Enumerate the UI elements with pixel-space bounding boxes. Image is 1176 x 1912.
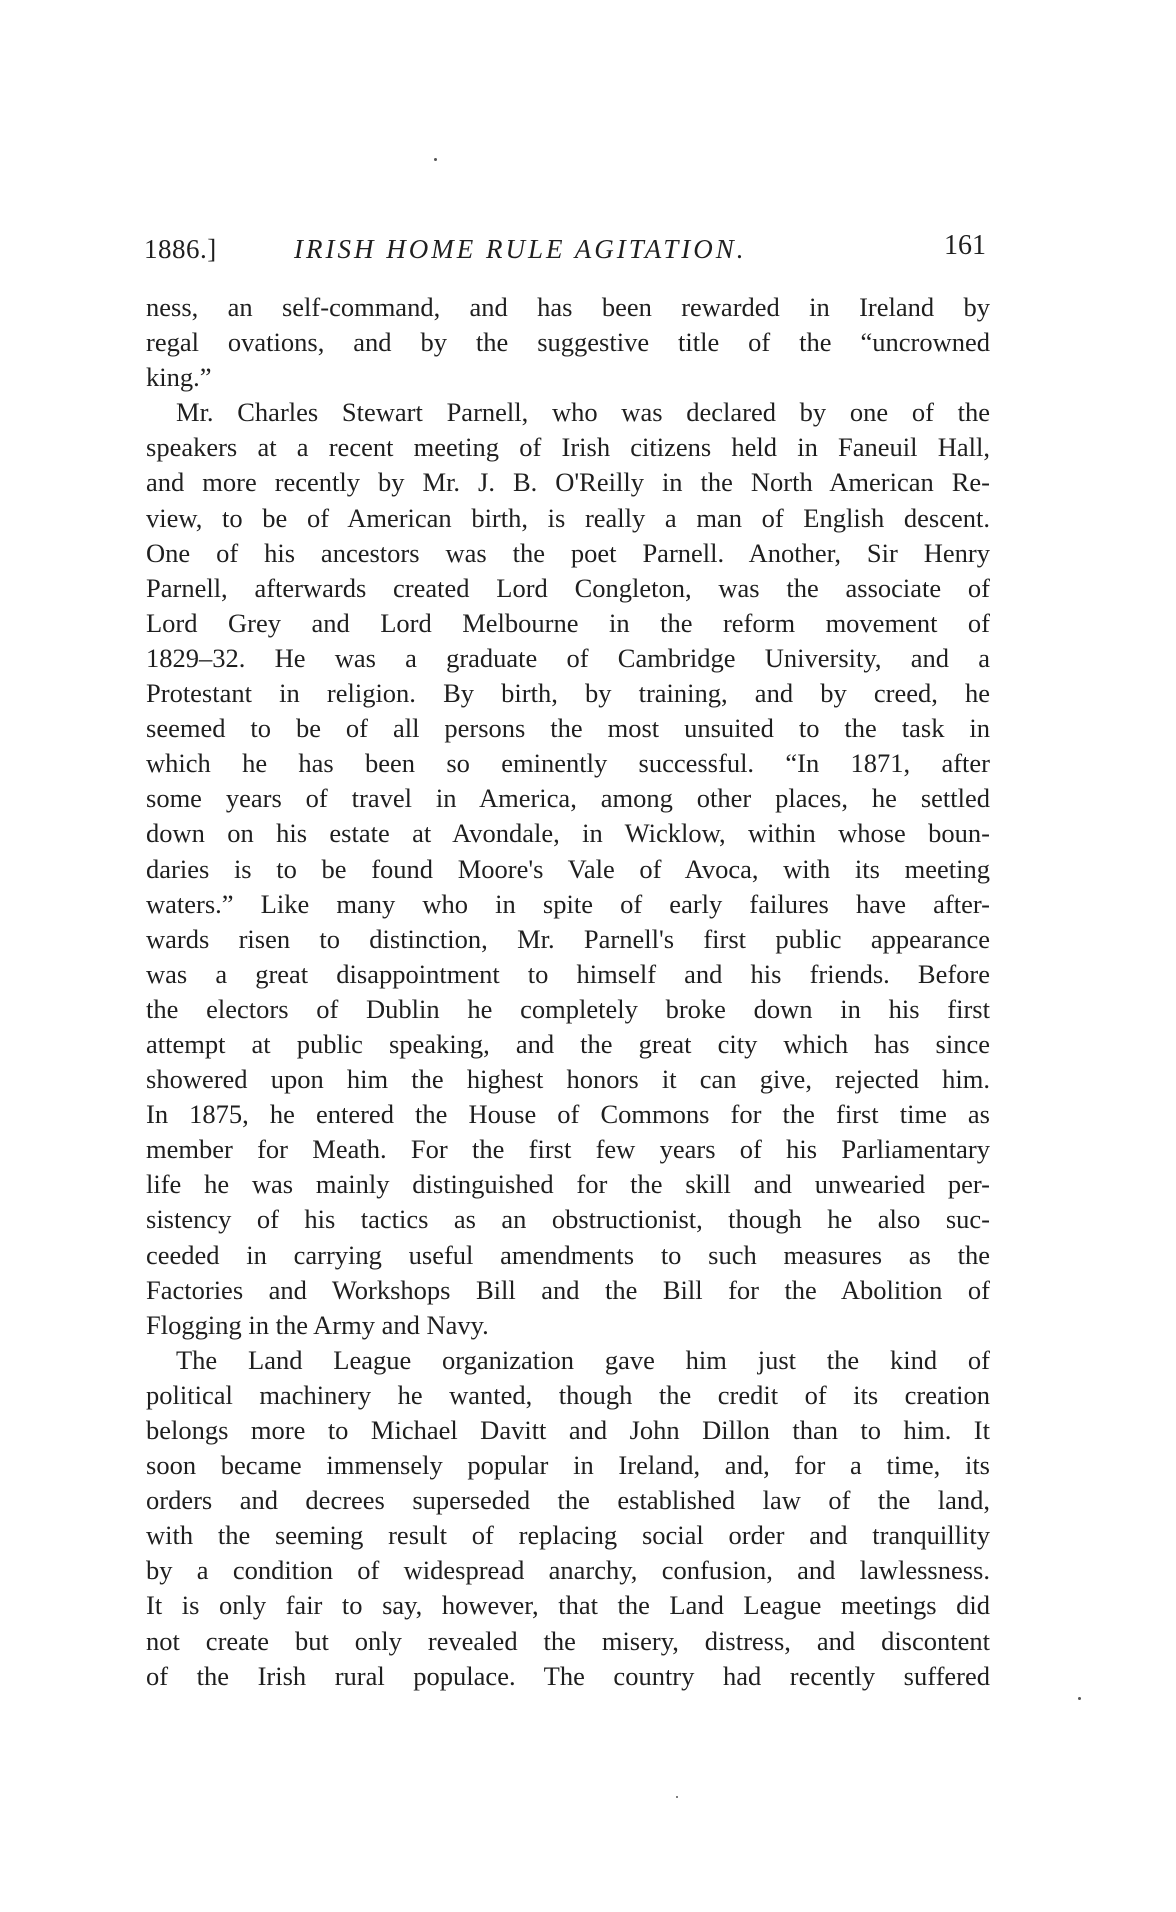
text-line: One of his ancestors was the poet Parnell. Another, Sir Henry	[146, 537, 990, 568]
text-line: which he has been so eminently successful. “In 1871, after	[146, 748, 990, 779]
text-line: not create but only revealed the misery, distress, and discontent	[146, 1625, 990, 1656]
text-line: the electors of Dublin he completely broke down in his first	[146, 993, 990, 1024]
text-line: with the seeming result of replacing social order and tranquillity	[146, 1520, 990, 1551]
text-line: It is only fair to say, however, that the Land League meetings did	[146, 1590, 990, 1621]
text-line: daries is to be found Moore's Vale of Avoca, with its meeting	[146, 853, 990, 884]
text-line: waters.” Like many who in spite of early failures have after-	[146, 888, 990, 919]
running-head	[144, 230, 986, 270]
text-line: of the Irish rural populace. The country had recently suffered	[146, 1660, 990, 1691]
text-line: ness, an self-command, and has been rewarded in Ireland by	[146, 292, 990, 322]
text-line: orders and decrees superseded the established law of the land,	[146, 1485, 990, 1516]
running-head-title: IRISH HOME RULE AGITATION.	[294, 234, 747, 264]
running-head-year: 1886.]	[144, 234, 217, 264]
paragraph-first-line: Mr. Charles Stewart Parnell, who was declared by one of the	[176, 397, 990, 428]
print-speck	[1078, 1697, 1081, 1700]
text-line: ceeded in carrying useful amendments to such measures as the	[146, 1239, 990, 1270]
text-line: by a condition of widespread anarchy, confusion, and lawlessness.	[146, 1555, 990, 1586]
text-line: some years of travel in America, among other places, he settled	[146, 783, 990, 814]
text-line: sistency of his tactics as an obstructionist, though he also suc-	[146, 1204, 990, 1235]
text-line: down on his estate at Avondale, in Wicklow, within whose boun-	[146, 818, 990, 849]
text-line: king.”	[146, 362, 212, 393]
text-line: belongs more to Michael Davitt and John Dillon than to him. It	[146, 1415, 990, 1445]
text-line: view, to be of American birth, is really a man of English descent.	[146, 502, 990, 533]
text-line: speakers at a recent meeting of Irish citizens held in Faneuil Hall,	[146, 432, 990, 463]
text-line: Flogging in the Army and Navy.	[146, 1309, 489, 1340]
body-text	[146, 290, 990, 1694]
text-line: showered upon him the highest honors it can give, rejected him.	[146, 1064, 990, 1095]
print-speck	[434, 158, 437, 161]
text-line: seemed to be of all persons the most unsuited to the task in	[146, 713, 990, 744]
text-line: life he was mainly distinguished for the skill and unwearied per-	[146, 1169, 990, 1200]
print-speck	[676, 1796, 678, 1798]
text-line: soon became immensely popular in Ireland, and, for a time, its	[146, 1450, 990, 1481]
text-line: Factories and Workshops Bill and the Bill for the Abolition of	[146, 1274, 990, 1305]
text-line: member for Meath. For the first few years of his Parliamentary	[146, 1134, 990, 1165]
text-line: attempt at public speaking, and the great city which has since	[146, 1028, 990, 1059]
text-line: wards risen to distinction, Mr. Parnell's first public appearance	[146, 923, 990, 954]
text-line: regal ovations, and by the suggestive title of the “uncrowned	[146, 327, 990, 358]
page-number: 161	[944, 230, 986, 261]
text-line: and more recently by Mr. J. B. O'Reilly in the North American Re-	[146, 467, 990, 498]
paragraph-first-line: The Land League organization gave him just the kind of	[176, 1344, 990, 1375]
text-line: Parnell, afterwards created Lord Congleton, was the associate of	[146, 572, 990, 603]
text-line: political machinery he wanted, though the credit of its creation	[146, 1379, 990, 1410]
text-line: Lord Grey and Lord Melbourne in the reform movement of	[146, 607, 990, 638]
text-line: was a great disappointment to himself and his friends. Before	[146, 958, 990, 989]
text-line: 1829–32. He was a graduate of Cambridge University, and a	[146, 642, 990, 673]
text-line: Protestant in religion. By birth, by training, and by creed, he	[146, 678, 990, 709]
text-line: In 1875, he entered the House of Commons for the first time as	[146, 1099, 990, 1130]
